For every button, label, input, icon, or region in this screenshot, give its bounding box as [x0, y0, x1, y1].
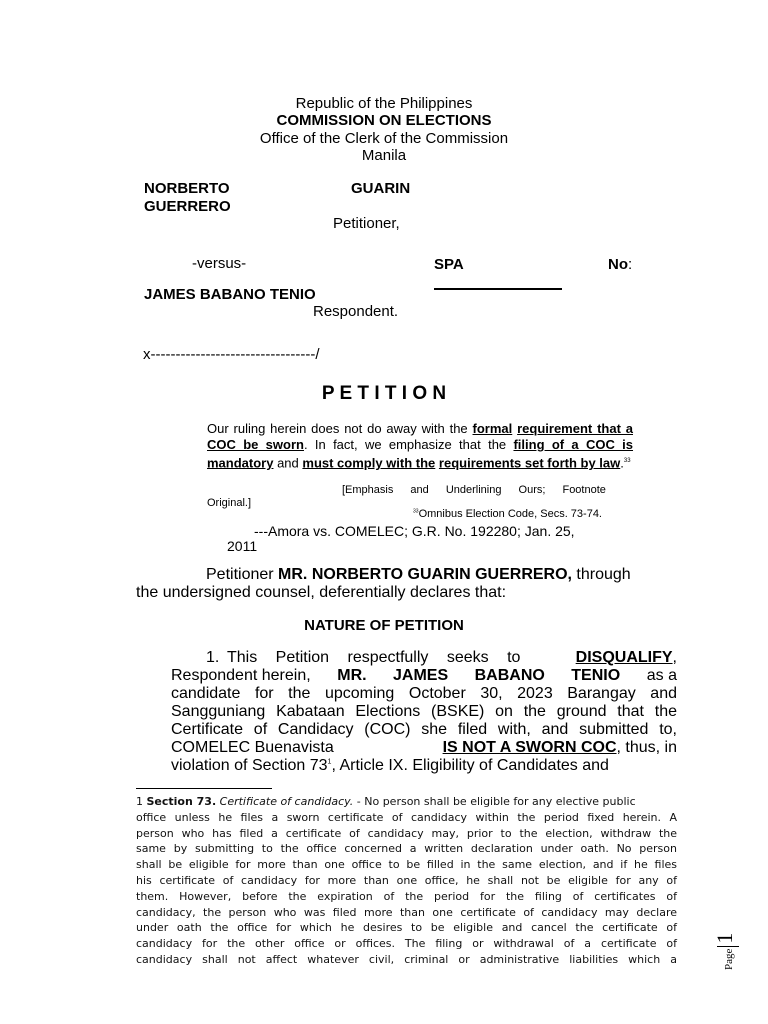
- para1-number: 1.: [206, 649, 220, 666]
- para1-text: as a: [646, 667, 677, 684]
- para1-line2: [171, 667, 677, 685]
- para1-line1: [227, 649, 677, 667]
- intro-text: through: [571, 566, 631, 583]
- page-label: [712, 910, 752, 970]
- footnote-separator: [136, 788, 272, 789]
- footnote-line: same by submitting to the office concerned a written declaration under oath. No person: [136, 842, 677, 856]
- quote-emphasis: requirement that a COC be sworn: [207, 421, 633, 452]
- quote-footnote-ref: 33: [623, 458, 631, 464]
- quote-emphasis: must comply with the: [302, 455, 436, 471]
- footnote-line: his certificate of candidacy for more than one office, he shall not be eligible for any of: [136, 873, 677, 887]
- quote-footnote: [413, 508, 602, 520]
- no-colon: :: [628, 256, 633, 273]
- footnote-line: candidacy shall not affect whatever civil, criminal or administrative liabilities which a: [136, 952, 677, 966]
- intro-line2: the undersigned counsel, deferentially declares that:: [136, 584, 507, 601]
- quote-note: [Emphasis and Underlining Ours; Footnote: [342, 484, 606, 496]
- footnote-line: shall be eligible for more than one office to be filled in the same election, and if he files: [136, 858, 677, 872]
- petitioner-name-first: NORBERTO: [144, 180, 230, 197]
- spa-label: SPA: [434, 256, 464, 273]
- footnote-line: office unless he files a sworn certificate of candidacy within the period fixed herein. A: [136, 810, 677, 824]
- footnote-line: candidacy, the person who was filed more than one certificate of candidacy may declare: [136, 905, 677, 919]
- header-office: Office of the Clerk of the Commission: [259, 130, 509, 147]
- case-number-line: [434, 288, 562, 290]
- para1-text: , thus, in: [616, 739, 677, 756]
- footnote-line: person who has filed a certificate of candidacy may, prior to the election, withdraw the: [136, 826, 677, 840]
- para1-text: ,: [672, 649, 677, 666]
- section-heading: NATURE OF PETITION: [304, 617, 464, 634]
- respondent-role: Respondent.: [313, 303, 399, 320]
- para1-text: violation of Section 73: [171, 757, 328, 774]
- not-sworn-emphasis: IS NOT A SWORN COC: [442, 739, 617, 756]
- respondent-name: JAMES BABANO TENIO: [144, 286, 316, 303]
- citation-line2: 2011: [227, 538, 258, 554]
- petitioner-role: Petitioner,: [333, 215, 400, 232]
- header-city: Manila: [361, 147, 407, 164]
- header-commission: COMMISSION ON ELECTIONS: [276, 112, 492, 129]
- quote-emphasis: formal: [472, 421, 513, 436]
- para1-disqualify: DISQUALIFY: [575, 649, 673, 666]
- caption-separator: x---------------------------------/: [143, 346, 320, 363]
- para1-line5: Certificate of Candidacy (COC) she filed with, and submitted to,: [171, 721, 677, 738]
- para1-line6: [171, 739, 677, 757]
- para1-text: , Article IX. Eligibility of Candidates and: [331, 757, 609, 774]
- para1-line3: candidate for the upcoming October 30, 2023 Barangay and: [171, 685, 677, 702]
- footnote-section: Section 73.: [146, 795, 217, 808]
- footnote-line: under oath the office for which he desires to be eligible and cancel the certificate of: [136, 921, 677, 935]
- page-number: 1: [712, 932, 737, 944]
- footnote-ref: 1: [327, 758, 332, 766]
- para1-line4: Sangguniang Kabataan Elections (BSKE) on the ground that the: [171, 703, 677, 720]
- quote-block: [207, 421, 633, 471]
- document-title: P E T I T I O N: [321, 383, 447, 404]
- quote-footnote-number: 33: [413, 508, 419, 515]
- quote-note-line2: Original.]: [207, 497, 252, 509]
- page-label-divider: [717, 946, 739, 947]
- quote-footnote-text: Omnibus Election Code, Secs. 73-74.: [418, 508, 602, 520]
- respondent-name-inline: MR. JAMES BABANO TENIO: [337, 667, 621, 684]
- citation-line1: ---Amora vs. COMELEC; G.R. No. 192280; Jan. 25,: [254, 523, 575, 539]
- header-republic: Republic of the Philippines: [295, 95, 473, 112]
- petitioner-name-middle: GUARIN: [351, 180, 411, 197]
- footnote-line: [136, 794, 677, 810]
- para1-text: COMELEC Buenavista: [171, 739, 334, 756]
- no-label: No: [608, 256, 628, 273]
- quote-text: the: [488, 437, 514, 452]
- para1-text: This Petition respectfully seeks to: [227, 649, 521, 666]
- para1-line7: [171, 757, 677, 775]
- page-label-word: Page: [723, 948, 735, 970]
- quote-text: Our ruling herein does not do away with the: [207, 421, 473, 436]
- quote-text: .: [620, 455, 624, 471]
- quote-text: and: [273, 455, 303, 471]
- intro-line1: [206, 566, 631, 584]
- quote-emphasis: filing of a COC is mandatory: [207, 437, 634, 471]
- quote-emphasis: requirements set forth by law: [438, 455, 621, 471]
- footnote-title: Certificate of candidacy.: [219, 795, 354, 808]
- petitioner-name-last: GUERRERO: [144, 198, 231, 215]
- petitioner-name: MR. NORBERTO GUARIN GUERRERO,: [278, 566, 572, 583]
- quote-text: . In fact, we emphasize that: [303, 437, 481, 452]
- quote-note-line1: [342, 484, 606, 496]
- footnote-line: candidacy for the other office or offices. The filing or withdrawal of a certificate of: [136, 937, 677, 951]
- footnote-text: - No person shall be eligible for any elective public: [353, 795, 636, 808]
- footnote-line: them. However, before the expiration of the period for the filing of certificates of: [136, 889, 677, 903]
- footnote-number: 1: [136, 795, 143, 808]
- case-number-label: [608, 256, 632, 273]
- versus-label: -versus-: [192, 255, 247, 272]
- para1-text: Respondent herein,: [171, 667, 311, 684]
- footnote-block: [136, 794, 677, 968]
- intro-text: Petitioner: [206, 566, 279, 583]
